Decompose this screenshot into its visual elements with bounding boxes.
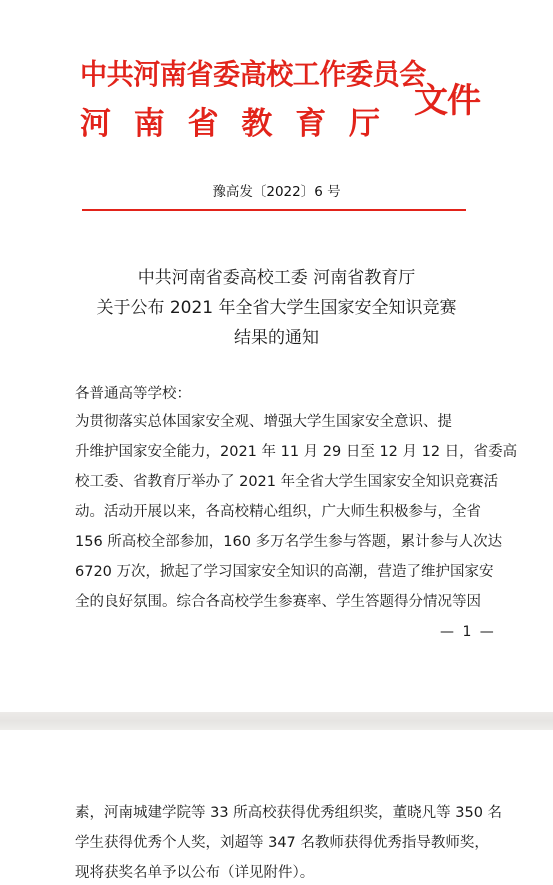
body-line: 校工委、省教育厅举办了 2021 年全省大学生国家安全知识竞赛活 [75,474,499,490]
issuer-header-line-2: 河南省教育厅 [80,106,403,142]
body-line: 全的良好氛围。综合各高校学生参赛率、学生答题得分情况等因 [75,594,481,610]
body-line: 156 所高校全部参加，160 多万名学生参与答题，累计参与人次达 [75,534,503,550]
body-line: 学生获得优秀个人奖，刘超等 347 名教师获得优秀指导教师奖， [75,835,489,851]
body-line: 现将获奖名单予以公布（详见附件）。 [75,865,315,881]
document-page-2 [0,730,553,885]
body-line: 素，河南城建学院等 33 所高校获得优秀组织奖，董晓凡等 350 名 [75,805,503,821]
body-line: 动。活动开展以来，各高校精心组织，广大师生积极参与，全省 [75,504,481,520]
title-line-3: 结果的通知 [234,328,319,348]
salutation: 各普通高等学校： [75,386,191,402]
body-line: 6720 万次，掀起了学习国家安全知识的高潮，营造了维护国家安 [75,564,494,580]
title-line-2: 关于公布 2021 年全省大学生国家安全知识竞赛 [96,298,457,318]
body-line: 为贯彻落实总体国家安全观、增强大学生国家安全意识、提 [75,414,452,430]
red-divider-line [82,209,466,211]
issuer-header-document-word: 文件 [414,81,480,121]
page-number: — 1 — [440,624,496,640]
title-line-1: 中共河南省委高校工委 河南省教育厅 [137,268,416,288]
issuer-header-line-1: 中共河南省委高校工作委员会 [80,58,426,91]
page-separator [0,712,553,730]
document-number: 豫高发〔2022〕6 号 [212,184,341,200]
body-line: 升维护国家安全能力，2021 年 11 月 29 日至 12 月 12 日，省委高 [75,444,518,460]
